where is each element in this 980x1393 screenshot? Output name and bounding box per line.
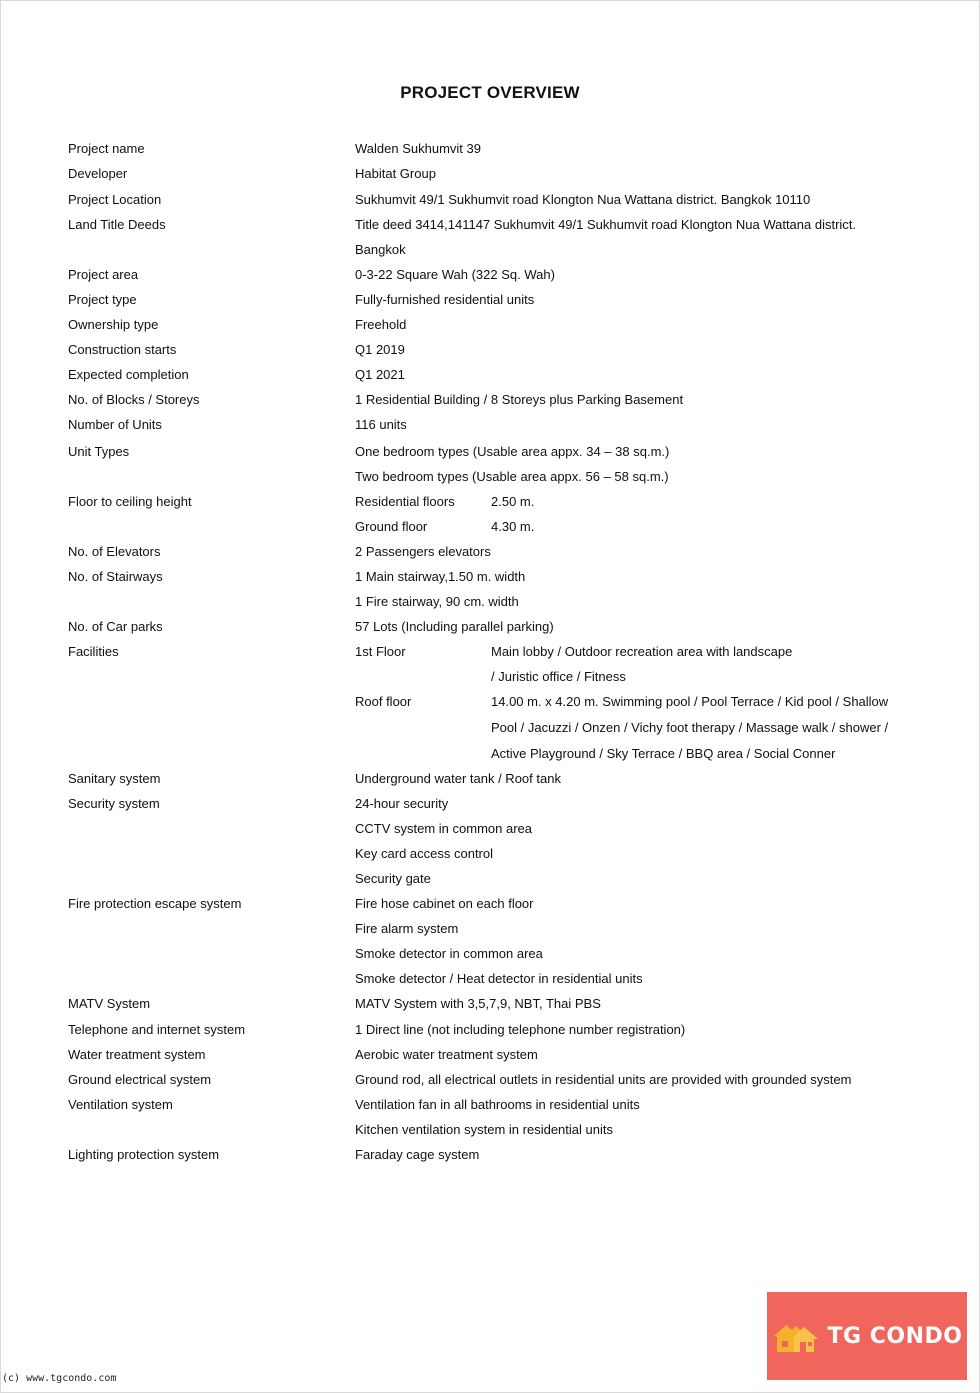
row-value-security-line: Key card access control xyxy=(355,846,494,861)
row-value-water-treatment: Aerobic water treatment system xyxy=(355,1047,538,1062)
row-value-ground-electrical: Ground rod, all electrical outlets in residential units are provided with grounded system xyxy=(355,1072,852,1087)
row-value-construction-starts: Q1 2019 xyxy=(355,342,405,357)
row-value-land-title-deeds-cont: Bangkok xyxy=(355,242,406,257)
row-label-ventilation: Ventilation system xyxy=(68,1097,173,1112)
row-sublabel-roof-floor: Roof floor xyxy=(355,694,412,709)
row-value-matv-system: MATV System with 3,5,7,9, NBT, Thai PBS xyxy=(355,996,601,1011)
row-label-floor-to-ceiling: Floor to ceiling height xyxy=(68,494,192,509)
row-label-expected-completion: Expected completion xyxy=(68,367,189,382)
brand-name: TG CONDO xyxy=(827,1323,963,1349)
row-sublabel-residential-floors: Residential floors xyxy=(355,494,455,509)
row-label-number-of-units: Number of Units xyxy=(68,417,162,432)
row-value-project-location: Sukhumvit 49/1 Sukhumvit road Klongton Nua Wattana district. Bangkok 10110 xyxy=(355,192,811,207)
row-label-elevators: No. of Elevators xyxy=(68,544,161,559)
row-label-project-name: Project name xyxy=(68,141,145,156)
row-value-project-name: Walden Sukhumvit 39 xyxy=(355,141,481,156)
row-value-main-stairway: 1 Main stairway,1.50 m. width xyxy=(355,569,526,584)
row-label-fire-protection: Fire protection escape system xyxy=(68,896,242,911)
row-value-number-of-units: 116 units xyxy=(355,417,407,432)
row-value-roof-floor-line: 14.00 m. x 4.20 m. Swimming pool / Pool Terrace / Kid pool / Shallow xyxy=(491,694,889,709)
row-label-developer: Developer xyxy=(68,166,128,181)
row-value-fire-line: Fire alarm system xyxy=(355,921,459,936)
row-value-car-parks: 57 Lots (Including parallel parking) xyxy=(355,619,554,634)
row-label-project-area: Project area xyxy=(68,267,139,282)
row-value-sanitary-system: Underground water tank / Roof tank xyxy=(355,771,561,786)
row-value-1st-floor-line: Main lobby / Outdoor recreation area with landscape xyxy=(491,644,793,659)
row-value-fire-line: Smoke detector / Heat detector in residential units xyxy=(355,971,643,986)
row-value-unit-types-one-bedroom: One bedroom types (Usable area appx. 34 – 38 sq.m.) xyxy=(355,444,670,459)
house-logo-icon xyxy=(772,1316,820,1356)
row-value-unit-types-two-bedroom: Two bedroom types (Usable area appx. 56 – 58 sq.m.) xyxy=(355,469,669,484)
row-label-blocks-storeys: No. of Blocks / Storeys xyxy=(68,392,200,407)
row-value-project-area: 0-3-22 Square Wah (322 Sq. Wah) xyxy=(355,267,555,282)
row-value-security-line: Security gate xyxy=(355,871,431,886)
row-label-facilities: Facilities xyxy=(68,644,119,659)
row-sublabel-1st-floor: 1st Floor xyxy=(355,644,406,659)
row-label-ownership-type: Ownership type xyxy=(68,317,159,332)
row-label-project-location: Project Location xyxy=(68,192,162,207)
row-value-land-title-deeds: Title deed 3414,141147 Sukhumvit 49/1 Sukhumvit road Klongton Nua Wattana district. xyxy=(355,217,857,232)
row-label-lighting-protection: Lighting protection system xyxy=(68,1147,220,1162)
row-sublabel-ground-floor: Ground floor xyxy=(355,519,428,534)
row-value-roof-floor-line: Pool / Jacuzzi / Onzen / Vichy foot therapy / Massage walk / shower / xyxy=(491,720,889,735)
row-label-security-system: Security system xyxy=(68,796,160,811)
row-label-telephone-internet: Telephone and internet system xyxy=(68,1022,246,1037)
page-title: PROJECT OVERVIEW xyxy=(400,83,580,102)
row-value-security-line: 24-hour security xyxy=(355,796,449,811)
row-value-expected-completion: Q1 2021 xyxy=(355,367,405,382)
row-label-water-treatment: Water treatment system xyxy=(68,1047,206,1062)
row-value-elevators: 2 Passengers elevators xyxy=(355,544,491,559)
row-label-sanitary-system: Sanitary system xyxy=(68,771,161,786)
row-label-stairways: No. of Stairways xyxy=(68,569,163,584)
row-value-security-line: CCTV system in common area xyxy=(355,821,532,836)
row-label-car-parks: No. of Car parks xyxy=(68,619,163,634)
row-value-ground-floor-height: 4.30 m. xyxy=(491,519,535,534)
row-value-fire-stairway: 1 Fire stairway, 90 cm. width xyxy=(355,594,519,609)
copyright-text: (c) www.tgcondo.com xyxy=(2,1373,117,1384)
row-value-ownership-type: Freehold xyxy=(355,317,407,332)
row-value-ventilation-bathroom: Ventilation fan in all bathrooms in residential units xyxy=(355,1097,640,1112)
row-value-1st-floor-line: / Juristic office / Fitness xyxy=(491,669,626,684)
row-value-project-type: Fully-furnished residential units xyxy=(355,292,535,307)
row-label-land-title-deeds: Land Title Deeds xyxy=(68,217,166,232)
row-label-project-type: Project type xyxy=(68,292,137,307)
row-value-telephone-internet: 1 Direct line (not including telephone number registration) xyxy=(355,1022,686,1037)
row-value-fire-line: Smoke detector in common area xyxy=(355,946,543,961)
row-value-blocks-storeys: 1 Residential Building / 8 Storeys plus Parking Basement xyxy=(355,392,684,407)
row-label-ground-electrical: Ground electrical system xyxy=(68,1072,212,1087)
tg-condo-watermark xyxy=(767,1292,967,1380)
row-label-unit-types: Unit Types xyxy=(68,444,130,459)
row-value-lighting-protection: Faraday cage system xyxy=(355,1147,480,1162)
row-value-fire-line: Fire hose cabinet on each floor xyxy=(355,896,534,911)
row-value-residential-floors-height: 2.50 m. xyxy=(491,494,535,509)
row-value-ventilation-kitchen: Kitchen ventilation system in residential units xyxy=(355,1122,613,1137)
row-value-roof-floor-line: Active Playground / Sky Terrace / BBQ area / Social Conner xyxy=(491,746,836,761)
row-label-matv-system: MATV System xyxy=(68,996,151,1011)
row-value-developer: Habitat Group xyxy=(355,166,436,181)
row-label-construction-starts: Construction starts xyxy=(68,342,177,357)
